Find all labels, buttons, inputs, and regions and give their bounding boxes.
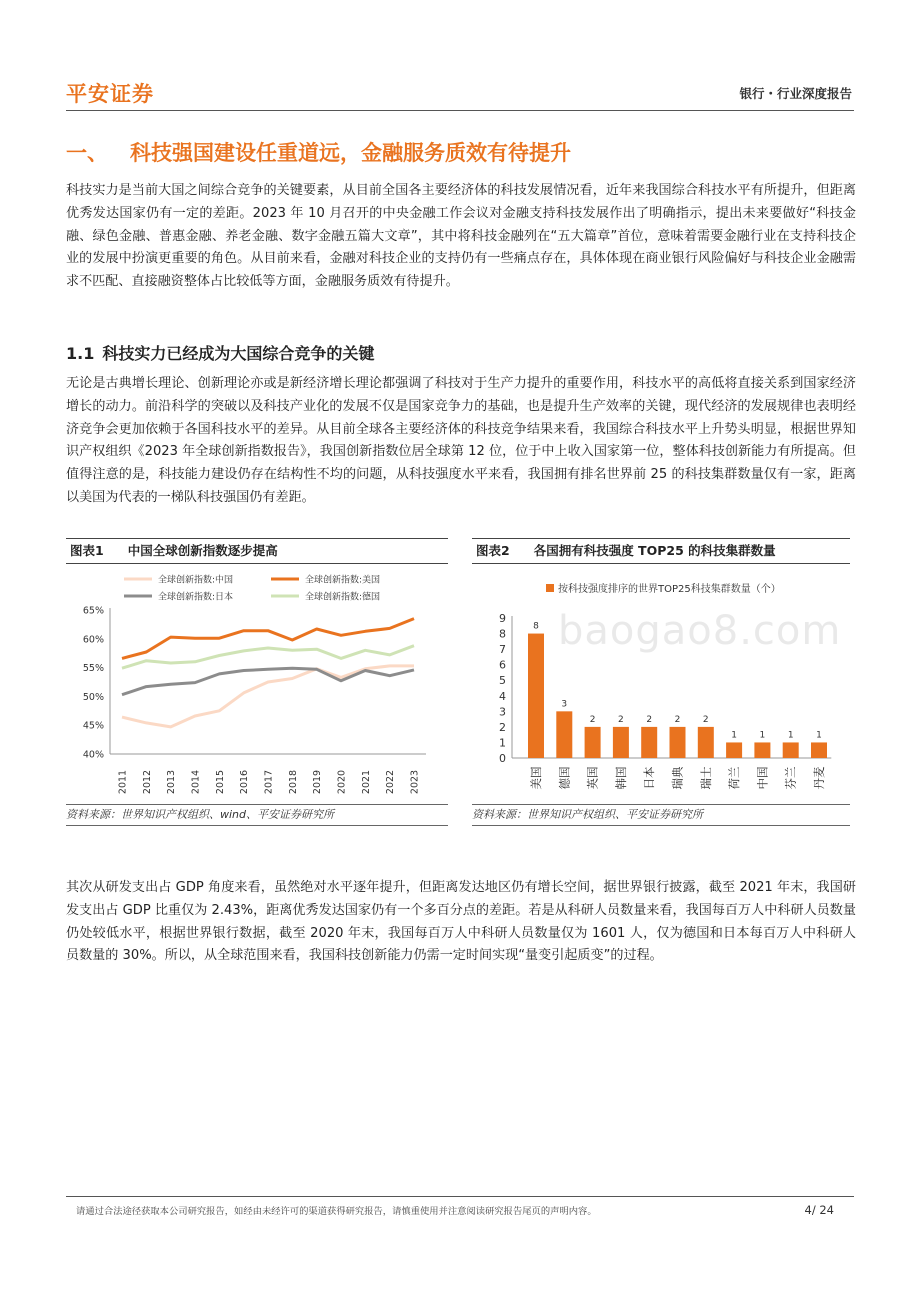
y-tick-label: 7 xyxy=(499,643,506,657)
x-tick-label: 日本 xyxy=(642,766,657,790)
y-tick-label: 1 xyxy=(499,736,506,750)
y-tick-label: 60% xyxy=(82,634,104,646)
x-tick-label: 2015 xyxy=(214,769,226,795)
data-label: 2 xyxy=(646,714,653,725)
y-tick-label: 2 xyxy=(499,720,506,734)
bar xyxy=(754,742,770,758)
y-tick-label: 8 xyxy=(499,627,506,641)
figure2-title-bar xyxy=(472,538,850,564)
bar xyxy=(783,742,799,758)
y-tick-label: 65% xyxy=(82,605,104,617)
y-tick-label: 9 xyxy=(499,612,506,625)
figure1-tag: 图表1 xyxy=(70,543,104,558)
data-label: 2 xyxy=(702,714,709,725)
x-tick-label: 2017 xyxy=(263,769,275,795)
figure2-source: 资料来源：世界知识产权组织、平安证券研究所 xyxy=(472,804,850,826)
bar xyxy=(528,634,544,758)
footer-divider xyxy=(66,1196,854,1197)
y-tick-label: 3 xyxy=(499,705,506,719)
bar xyxy=(613,727,629,758)
series-line-china xyxy=(122,666,414,727)
data-label: 1 xyxy=(759,730,766,741)
y-tick-label: 40% xyxy=(82,749,104,761)
data-label: 2 xyxy=(618,714,624,725)
x-tick-label: 德国 xyxy=(557,766,572,790)
figure1-source: 资料来源：世界知识产权组织、wind、平安证券研究所 xyxy=(66,804,448,826)
y-tick-label: 0 xyxy=(499,752,506,765)
x-tick-label: 中国 xyxy=(755,766,770,790)
section-number: 一、 xyxy=(66,141,108,165)
figure1-title-bar xyxy=(66,538,448,564)
subsection-number: 1.1 xyxy=(66,344,95,363)
legend-label: 全球创新指数:美国 xyxy=(305,575,381,586)
x-tick-label: 2021 xyxy=(360,769,372,795)
legend-swatch xyxy=(546,584,554,592)
y-tick-label: 5 xyxy=(499,674,506,688)
x-tick-label: 英国 xyxy=(585,766,600,790)
x-tick-label: 2019 xyxy=(312,769,324,795)
x-tick-label: 2022 xyxy=(385,769,397,795)
bar xyxy=(811,742,827,758)
x-tick-label: 2012 xyxy=(141,769,153,795)
brand-logo: 平安证券 xyxy=(66,82,154,106)
bar xyxy=(556,711,572,758)
x-tick-label: 丹麦 xyxy=(812,766,826,790)
x-tick-label: 2013 xyxy=(166,769,178,795)
bar xyxy=(670,727,686,758)
figure2-title: 各国拥有科技强度 TOP25 的科技集群数量 xyxy=(533,543,776,558)
data-label: 1 xyxy=(787,730,794,741)
x-tick-label: 美国 xyxy=(529,766,543,790)
data-label: 2 xyxy=(589,714,596,725)
subsection-title: 科技实力已经成为大国综合竞争的关键 xyxy=(102,344,375,363)
header-divider xyxy=(66,110,854,111)
x-tick-label: 2011 xyxy=(117,769,129,795)
watermark: baogao8.com xyxy=(558,608,842,654)
section-title: 科技强国建设任重道远，金融服务质效有待提升 xyxy=(130,141,571,165)
subsection-heading xyxy=(66,341,374,364)
y-tick-label: 50% xyxy=(82,691,104,703)
data-label: 3 xyxy=(561,699,568,710)
x-tick-label: 荷兰 xyxy=(727,766,742,790)
data-label: 8 xyxy=(533,621,539,632)
y-tick-label: 4 xyxy=(499,689,506,703)
x-tick-label: 2020 xyxy=(336,769,348,795)
data-label: 1 xyxy=(816,730,822,741)
legend-label: 全球创新指数:日本 xyxy=(158,592,234,603)
footer-disclaimer: 请通过合法途径获取本公司研究报告，如经由未经许可的渠道获得研究报告，请慎重使用并注意阅读研究报告尾页的声明内容。 xyxy=(76,1206,597,1217)
x-tick-label: 瑞士 xyxy=(698,766,713,790)
x-tick-label: 2016 xyxy=(239,769,251,795)
subsection-paragraph: 无论是古典增长理论、创新理论亦或是新经济增长理论都强调了科技对于生产力提升的重要作用，科技水平的高低将直接关系到国家经济增长的动力。前沿科学的突破以及科技产业化的发展不仅是国家竞争力的基础，也是提升生产效率的关键，现代经济的发展规律也表明经济竞争会更加依赖于各国科技水平的差异。从目前全球各主要经济体的科技竞争结果来看，我国综合科技水平上升势头明显，根据世界知识产权组织《2023 年全球创新指数报告》，我国创新指数位居全球第 12 位，位于中上收入国家第一位，整体科技创新能力有所提高。但值得注意的是，科技能力建设仍存在结构性不均的问题，从科技强度水平来看，我国拥有排名世界前 25 的科技集群数量仅有一家，距离以美国为代表的一梯队科技强国仍有差距。 xyxy=(66,376,856,505)
y-tick-label: 6 xyxy=(499,658,506,672)
legend-label: 全球创新指数:中国 xyxy=(158,575,234,586)
section-paragraph: 科技实力是当前大国之间综合竞争的关键要素，从目前全国各主要经济体的科技发展情况看，近年来我国综合科技水平有所提升，但距离优秀发达国家仍有一定的差距。2023 年 10 月召开的中央金融工作会议对金融支持科技发展作出了明确指示，提出未来要做好“科技金融、绿色金融、普惠金融、养老金融、数字金融五篇大文章”，其中将科技金融列在“五大篇章”首位，意味着需要金融行业在支持科技企业的发展中扮演更重要的角色。从目前来看，金融对科技企业的支持仍有一些痛点存在，具体体现在商业银行风险偏好与科技企业金融需求不匹配、直接融资整体占比较低等方面，金融服务质效有待提升。 xyxy=(66,183,856,290)
series-line-germany xyxy=(122,646,414,669)
legend-label: 全球创新指数:德国 xyxy=(305,592,381,603)
section-heading xyxy=(66,137,571,167)
data-label: 2 xyxy=(674,714,681,725)
legend-label: 按科技强度排序的世界TOP25科技集群数量（个） xyxy=(558,584,781,595)
x-tick-label: 韩国 xyxy=(613,766,628,790)
bar xyxy=(641,727,657,758)
figure1-title: 中国全球创新指数逐步提高 xyxy=(127,543,278,558)
x-tick-label: 瑞典 xyxy=(670,766,685,790)
y-tick-label: 45% xyxy=(82,720,104,732)
line-chart xyxy=(66,564,448,802)
bar xyxy=(585,727,601,758)
x-tick-label: 芬兰 xyxy=(783,766,798,790)
x-tick-label: 2018 xyxy=(287,769,299,795)
report-type: 银行・行业深度报告 xyxy=(739,86,852,101)
page-number: 4/ 24 xyxy=(804,1203,834,1217)
bar-chart xyxy=(472,564,850,802)
bar xyxy=(726,742,742,758)
bar xyxy=(698,727,714,758)
y-tick-label: 55% xyxy=(82,663,104,675)
body-paragraph: 其次从研发支出占 GDP 角度来看，虽然绝对水平逐年提升，但距离发达地区仍有增长空间，据世界银行披露，截至 2021 年末，我国研发支出占 GDP 比重仅为 2.43%，距离优秀发达国家仍有一个多百分点的差距。若是从科研人员数量来看，我国每百万人中科研人员数量仍处较低水平，根据世界银行数据，截至 2020 年末，我国每百万人中科研人员数量仅为 1601 人，仅为德国和日本每百万人中科研人员数量的 30%。所以，从全球范围来看，我国科技创新能力仍需一定时间实现“量变引起质变”的过程。 xyxy=(66,880,856,964)
x-tick-label: 2023 xyxy=(409,769,421,795)
x-tick-label: 2014 xyxy=(190,769,202,795)
data-label: 1 xyxy=(731,730,737,741)
figure2-tag: 图表2 xyxy=(476,543,510,558)
